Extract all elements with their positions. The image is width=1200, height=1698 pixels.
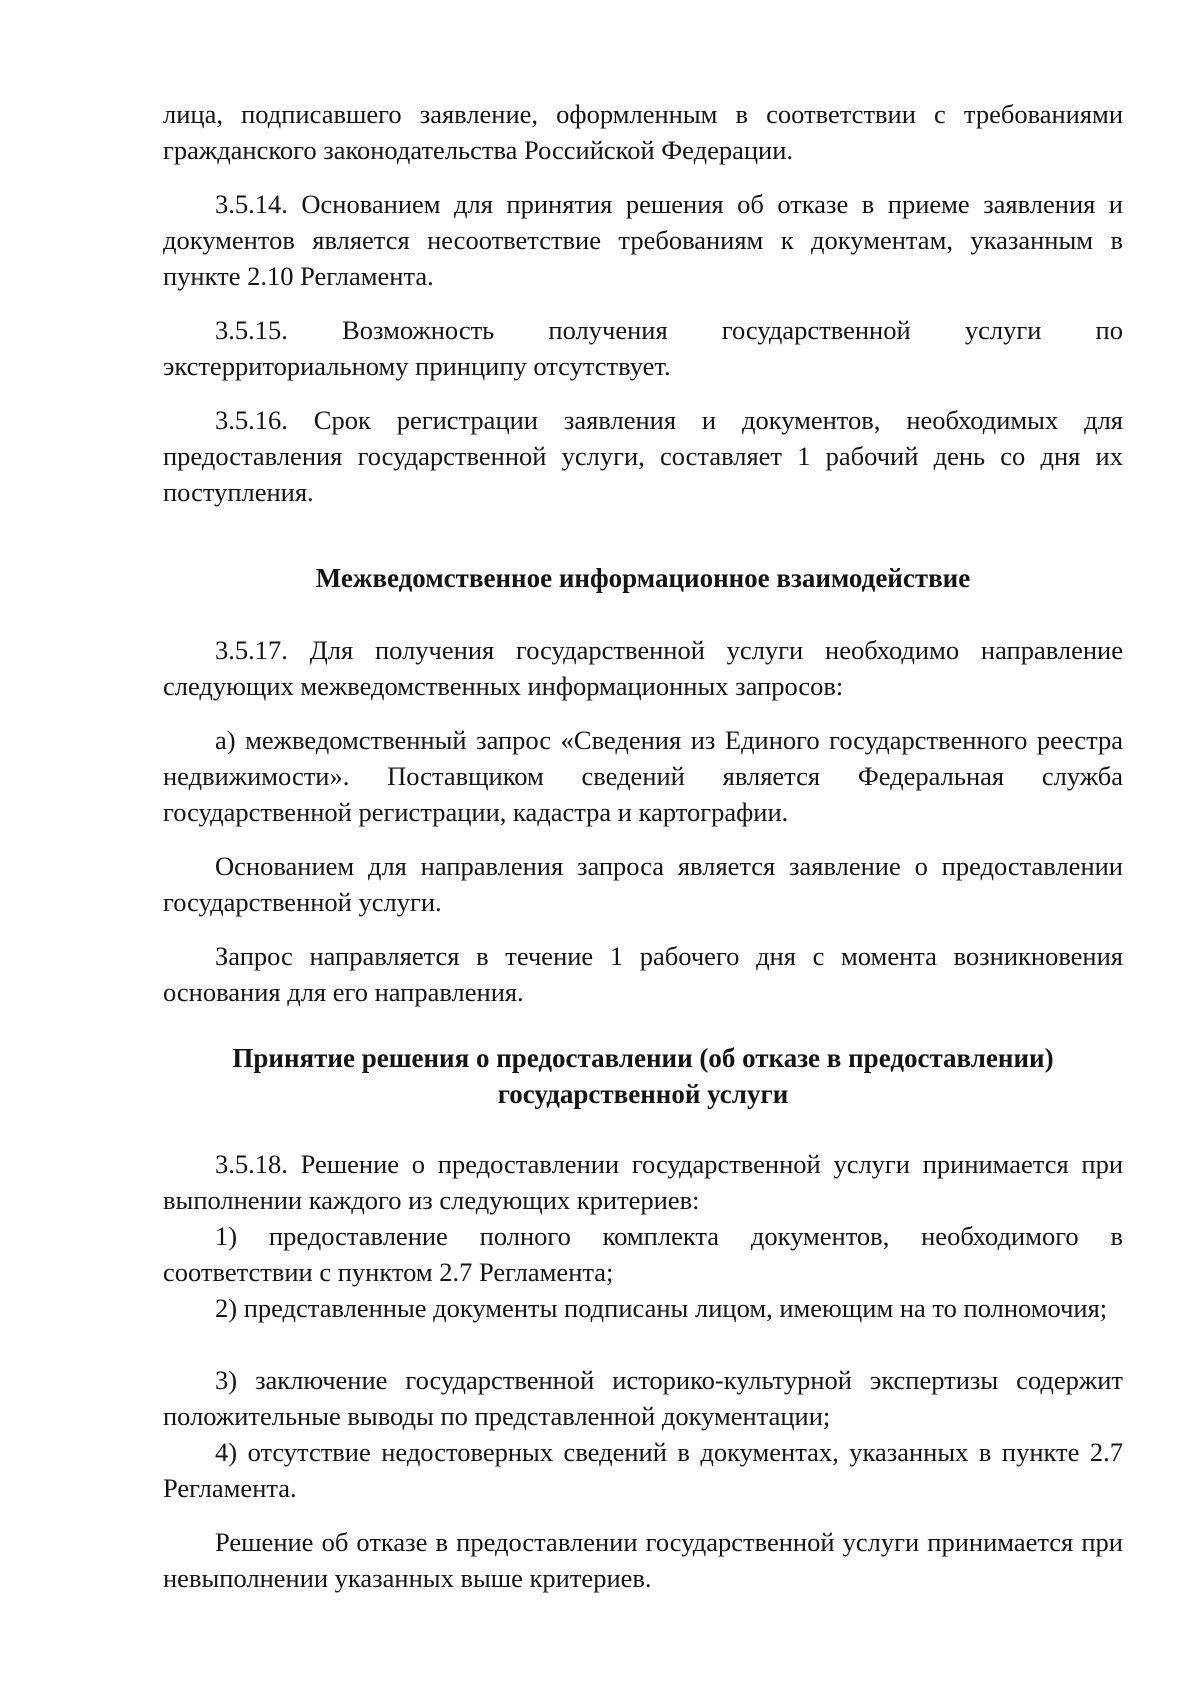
paragraph-refusal: Решение об отказе в предоставлении государственной услуги принимается при невыполнении указанных выше критериев. <box>163 1527 1123 1593</box>
heading-decision-line-1: Принятие решения о предоставлении (об отказе в предоставлении) <box>232 1043 1054 1073</box>
paragraph-3-5-17: 3.5.17. Для получения государственной услуги необходимо направление следующих межведомственных информационных запросов: <box>163 635 1123 701</box>
paragraph-request-term: Запрос направляется в течение 1 рабочего дня с момента возникновения основания для его направления. <box>163 941 1123 1007</box>
heading-decision-line-2: государственной услуги <box>497 1079 789 1109</box>
criterion-item: 2) представленные документы подписаны лицом, имеющим на то полномочия; <box>215 1293 1108 1323</box>
paragraph-3-5-18: 3.5.18. Решение о предоставлении государственной услуги принимается при выполнении каждого из следующих критериев: <box>163 1149 1123 1215</box>
paragraph-intro: лица, подписавшего заявление, оформленным в соответствии с требованиями гражданского законодательства Российской Федерации. <box>163 99 1123 165</box>
paragraph-basis: Основанием для направления запроса является заявление о предоставлении государственной услуги. <box>163 851 1123 917</box>
paragraph-3-5-16: 3.5.16. Срок регистрации заявления и документов, необходимых для предоставления государственной услуги, составляет 1 рабочий день со дня их поступления. <box>163 405 1123 507</box>
paragraph-3-5-15: 3.5.15. Возможность получения государственной услуги по экстерриториальному принципу отсутствует. <box>163 315 1123 381</box>
heading-interagency: Межведомственное информационное взаимодействие <box>315 563 971 593</box>
criterion-item: 1) предоставление полного комплекта документов, необходимого в соответствии с пунктом 2.7 Регламента; <box>163 1221 1123 1287</box>
criterion-item: 4) отсутствие недостоверных сведений в документах, указанных в пункте 2.7 Регламента. <box>163 1437 1123 1503</box>
paragraph-item-a: а) межведомственный запрос «Сведения из Единого государственного реестра недвижимости». Поставщиком сведений является Федеральная служба государственной регистрации, кадастра и картографии. <box>163 725 1123 827</box>
paragraph-3-5-14: 3.5.14. Основанием для принятия решения об отказе в приеме заявления и документов является несоответствие требованиям к документам, указанным в пункте 2.10 Регламента. <box>163 189 1123 291</box>
criterion-item: 3) заключение государственной историко-культурной экспертизы содержит положительные выводы по представленной документации; <box>163 1365 1123 1431</box>
